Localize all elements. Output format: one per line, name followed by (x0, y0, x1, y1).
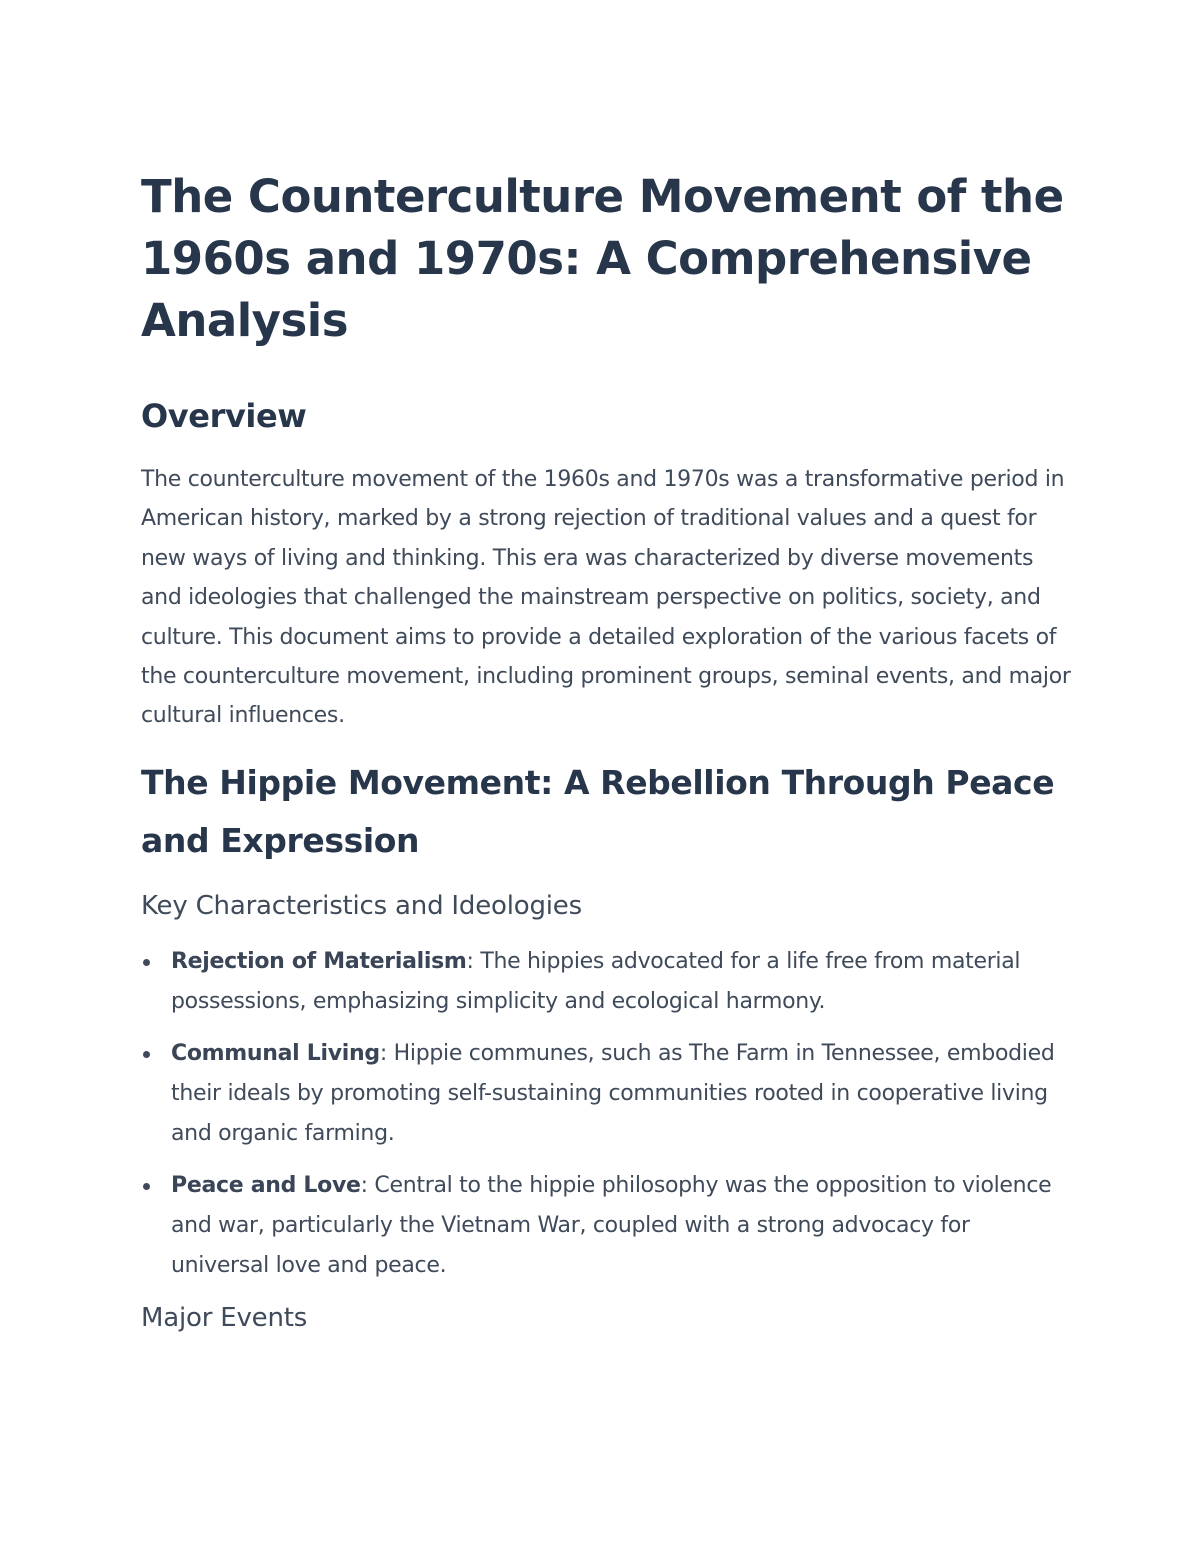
overview-heading: Overview (141, 397, 307, 435)
list-item (141, 1166, 1071, 1286)
hippie-movement-heading: The Hippie Movement: A Rebellion Through Peace and Expression (141, 762, 1055, 860)
list-item-term: Communal Living (171, 1040, 380, 1066)
list-item-text: : The hippies advocated for a life free from material possessions, emphasizing simplicity and ecological harmony. (171, 948, 1021, 1014)
list-item-text: : Hippie communes, such as The Farm in Tennessee, embodied their ideals by promoting self-sustaining communities rooted in cooperative living and organic farming. (171, 1040, 1055, 1146)
key-characteristics-heading: Key Characteristics and Ideologies (141, 890, 582, 921)
bullet-icon (143, 959, 150, 966)
list-item-text: : Central to the hippie philosophy was the opposition to violence and war, particularly the Vietnam War, coupled with a strong advocacy for universal love and peace. (171, 1172, 1052, 1278)
list-item (141, 1034, 1071, 1154)
document-page (141, 166, 1071, 1338)
document-title: The Counterculture Movement of the 1960s and 1970s: A Comprehensive Analysis (141, 170, 1064, 347)
bullet-icon (143, 1183, 150, 1190)
list-item-term: Rejection of Materialism (171, 948, 467, 974)
list-item-term: Peace and Love (171, 1172, 361, 1198)
major-events-heading: Major Events (141, 1302, 308, 1333)
bullet-icon (143, 1051, 150, 1058)
overview-paragraph: The counterculture movement of the 1960s and 1970s was a transformative period in American history, marked by a strong rejection of traditional values and a quest for new ways of living and thinking. This era was characterized by diverse movements and ideologies that challenged the mainstream perspective on politics, society, and culture. This document aims to provide a detailed exploration of the various facets of the counterculture movement, including prominent groups, seminal events, and major cultural influences. (141, 467, 1071, 729)
list-item (141, 942, 1071, 1022)
characteristics-list (141, 942, 1071, 1286)
